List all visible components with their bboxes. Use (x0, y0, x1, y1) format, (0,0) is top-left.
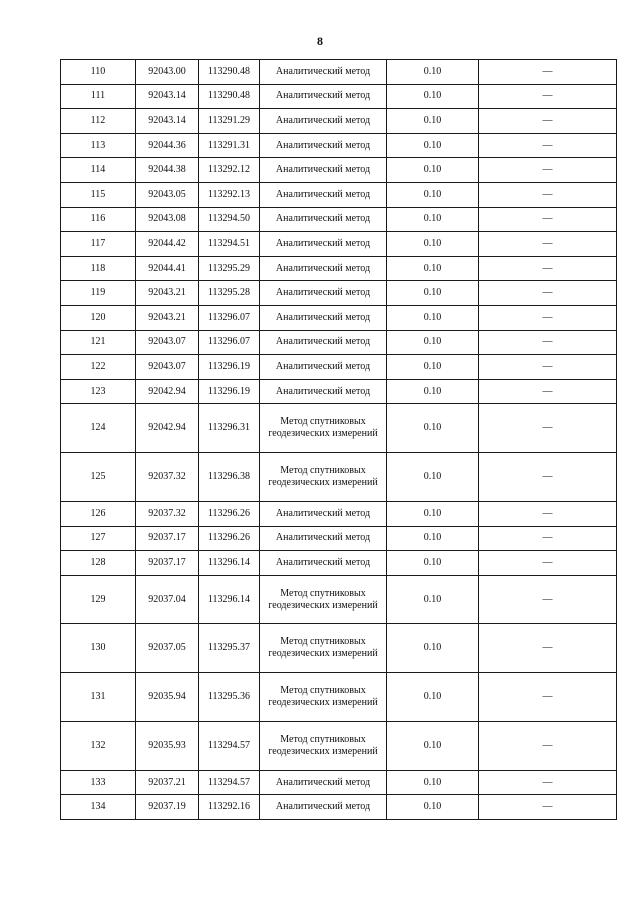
table-row (61, 60, 617, 85)
point-number-cell: 118 (61, 256, 136, 281)
description-cell: — (479, 673, 617, 722)
coordinate-y-cell: 113290.48 (199, 84, 260, 109)
method-cell: Аналитический метод (260, 501, 387, 526)
table-row (61, 575, 617, 624)
point-number-cell: 119 (61, 281, 136, 306)
method-cell: Метод спутниковых геодезических измерений (260, 722, 387, 771)
table-row (61, 526, 617, 551)
method-cell: Аналитический метод (260, 305, 387, 330)
method-cell: Аналитический метод (260, 379, 387, 404)
accuracy-cell: 0.10 (387, 526, 479, 551)
coordinate-x-cell: 92042.94 (136, 404, 199, 453)
description-cell: — (479, 379, 617, 404)
accuracy-cell: 0.10 (387, 404, 479, 453)
point-number-cell: 117 (61, 232, 136, 257)
coordinate-y-cell: 113291.31 (199, 133, 260, 158)
coordinate-x-cell: 92037.19 (136, 795, 199, 820)
description-cell: — (479, 84, 617, 109)
description-cell: — (479, 575, 617, 624)
table-row (61, 404, 617, 453)
method-cell: Аналитический метод (260, 256, 387, 281)
method-cell: Метод спутниковых геодезических измерений (260, 575, 387, 624)
method-cell: Метод спутниковых геодезических измерений (260, 673, 387, 722)
description-cell: — (479, 404, 617, 453)
method-cell: Аналитический метод (260, 158, 387, 183)
method-cell: Аналитический метод (260, 281, 387, 306)
point-number-cell: 127 (61, 526, 136, 551)
description-cell: — (479, 281, 617, 306)
table-row (61, 330, 617, 355)
accuracy-cell: 0.10 (387, 232, 479, 257)
accuracy-cell: 0.10 (387, 575, 479, 624)
coordinate-y-cell: 113292.12 (199, 158, 260, 183)
table-row (61, 501, 617, 526)
coordinate-y-cell: 113295.37 (199, 624, 260, 673)
description-cell: — (479, 624, 617, 673)
description-cell: — (479, 256, 617, 281)
description-cell: — (479, 305, 617, 330)
point-number-cell: 120 (61, 305, 136, 330)
coordinate-x-cell: 92044.42 (136, 232, 199, 257)
table-row (61, 182, 617, 207)
table-row (61, 281, 617, 306)
coordinate-y-cell: 113294.57 (199, 722, 260, 771)
accuracy-cell: 0.10 (387, 673, 479, 722)
point-number-cell: 122 (61, 355, 136, 380)
description-cell: — (479, 207, 617, 232)
point-number-cell: 113 (61, 133, 136, 158)
accuracy-cell: 0.10 (387, 109, 479, 134)
method-cell: Метод спутниковых геодезических измерений (260, 453, 387, 502)
coordinate-x-cell: 92043.00 (136, 60, 199, 85)
table-row (61, 158, 617, 183)
coordinate-y-cell: 113294.57 (199, 770, 260, 795)
method-cell: Аналитический метод (260, 795, 387, 820)
coordinate-y-cell: 113296.38 (199, 453, 260, 502)
method-cell: Аналитический метод (260, 84, 387, 109)
method-cell: Аналитический метод (260, 232, 387, 257)
page-number: 8 (317, 34, 323, 48)
accuracy-cell: 0.10 (387, 182, 479, 207)
description-cell: — (479, 133, 617, 158)
table-row (61, 673, 617, 722)
coordinate-x-cell: 92037.32 (136, 453, 199, 502)
description-cell: — (479, 182, 617, 207)
method-cell: Аналитический метод (260, 770, 387, 795)
point-number-cell: 116 (61, 207, 136, 232)
coordinate-x-cell: 92044.36 (136, 133, 199, 158)
table-row (61, 207, 617, 232)
description-cell: — (479, 109, 617, 134)
point-number-cell: 128 (61, 551, 136, 576)
description-cell: — (479, 355, 617, 380)
method-cell: Аналитический метод (260, 182, 387, 207)
coordinate-y-cell: 113296.07 (199, 330, 260, 355)
coordinate-x-cell: 92035.93 (136, 722, 199, 771)
coordinate-x-cell: 92037.17 (136, 551, 199, 576)
accuracy-cell: 0.10 (387, 133, 479, 158)
point-number-cell: 114 (61, 158, 136, 183)
coordinate-x-cell: 92037.17 (136, 526, 199, 551)
coordinate-y-cell: 113294.50 (199, 207, 260, 232)
coordinate-x-cell: 92043.07 (136, 355, 199, 380)
point-number-cell: 124 (61, 404, 136, 453)
table-row (61, 795, 617, 820)
coordinate-x-cell: 92043.14 (136, 84, 199, 109)
coordinate-x-cell: 92043.08 (136, 207, 199, 232)
description-cell: — (479, 770, 617, 795)
coordinate-y-cell: 113296.19 (199, 379, 260, 404)
table-row (61, 84, 617, 109)
table-row (61, 453, 617, 502)
coordinate-x-cell: 92042.94 (136, 379, 199, 404)
coordinate-x-cell: 92043.05 (136, 182, 199, 207)
coordinate-x-cell: 92037.04 (136, 575, 199, 624)
coordinate-x-cell: 92037.05 (136, 624, 199, 673)
coordinate-y-cell: 113292.13 (199, 182, 260, 207)
method-cell: Аналитический метод (260, 207, 387, 232)
table-row (61, 379, 617, 404)
table-row (61, 551, 617, 576)
point-number-cell: 129 (61, 575, 136, 624)
coordinate-x-cell: 92043.21 (136, 305, 199, 330)
method-cell: Метод спутниковых геодезических измерений (260, 624, 387, 673)
accuracy-cell: 0.10 (387, 281, 479, 306)
coordinate-y-cell: 113296.19 (199, 355, 260, 380)
point-number-cell: 112 (61, 109, 136, 134)
coordinate-y-cell: 113296.14 (199, 575, 260, 624)
accuracy-cell: 0.10 (387, 207, 479, 232)
table-row (61, 305, 617, 330)
description-cell: — (479, 158, 617, 183)
description-cell: — (479, 60, 617, 85)
description-cell: — (479, 795, 617, 820)
method-cell: Аналитический метод (260, 526, 387, 551)
method-cell: Аналитический метод (260, 60, 387, 85)
accuracy-cell: 0.10 (387, 453, 479, 502)
description-cell: — (479, 453, 617, 502)
coordinate-y-cell: 113296.07 (199, 305, 260, 330)
accuracy-cell: 0.10 (387, 60, 479, 85)
coordinate-y-cell: 113294.51 (199, 232, 260, 257)
accuracy-cell: 0.10 (387, 795, 479, 820)
coordinate-x-cell: 92035.94 (136, 673, 199, 722)
point-number-cell: 123 (61, 379, 136, 404)
coordinate-x-cell: 92044.41 (136, 256, 199, 281)
coordinate-x-cell: 92043.14 (136, 109, 199, 134)
coordinates-table-body (61, 60, 617, 820)
point-number-cell: 115 (61, 182, 136, 207)
coordinate-y-cell: 113296.31 (199, 404, 260, 453)
table-row (61, 232, 617, 257)
table-row (61, 133, 617, 158)
coordinate-y-cell: 113291.29 (199, 109, 260, 134)
accuracy-cell: 0.10 (387, 722, 479, 771)
accuracy-cell: 0.10 (387, 256, 479, 281)
coordinates-table (60, 59, 617, 820)
coordinate-x-cell: 92044.38 (136, 158, 199, 183)
coordinate-y-cell: 113295.36 (199, 673, 260, 722)
accuracy-cell: 0.10 (387, 551, 479, 576)
accuracy-cell: 0.10 (387, 624, 479, 673)
description-cell: — (479, 501, 617, 526)
accuracy-cell: 0.10 (387, 330, 479, 355)
point-number-cell: 111 (61, 84, 136, 109)
accuracy-cell: 0.10 (387, 84, 479, 109)
table-row (61, 624, 617, 673)
point-number-cell: 110 (61, 60, 136, 85)
accuracy-cell: 0.10 (387, 355, 479, 380)
accuracy-cell: 0.10 (387, 158, 479, 183)
accuracy-cell: 0.10 (387, 379, 479, 404)
point-number-cell: 121 (61, 330, 136, 355)
accuracy-cell: 0.10 (387, 501, 479, 526)
table-row (61, 109, 617, 134)
method-cell: Метод спутниковых геодезических измерений (260, 404, 387, 453)
coordinate-y-cell: 113292.16 (199, 795, 260, 820)
accuracy-cell: 0.10 (387, 770, 479, 795)
point-number-cell: 125 (61, 453, 136, 502)
coordinate-x-cell: 92037.21 (136, 770, 199, 795)
description-cell: — (479, 722, 617, 771)
method-cell: Аналитический метод (260, 330, 387, 355)
description-cell: — (479, 330, 617, 355)
point-number-cell: 134 (61, 795, 136, 820)
coordinate-y-cell: 113296.26 (199, 501, 260, 526)
point-number-cell: 133 (61, 770, 136, 795)
method-cell: Аналитический метод (260, 355, 387, 380)
point-number-cell: 126 (61, 501, 136, 526)
table-row (61, 256, 617, 281)
method-cell: Аналитический метод (260, 109, 387, 134)
coordinate-y-cell: 113290.48 (199, 60, 260, 85)
coordinate-x-cell: 92043.07 (136, 330, 199, 355)
coordinate-y-cell: 113296.14 (199, 551, 260, 576)
coordinate-y-cell: 113295.28 (199, 281, 260, 306)
description-cell: — (479, 526, 617, 551)
coordinate-x-cell: 92043.21 (136, 281, 199, 306)
point-number-cell: 130 (61, 624, 136, 673)
coordinate-x-cell: 92037.32 (136, 501, 199, 526)
coordinate-y-cell: 113296.26 (199, 526, 260, 551)
method-cell: Аналитический метод (260, 133, 387, 158)
table-row (61, 355, 617, 380)
table-row (61, 722, 617, 771)
method-cell: Аналитический метод (260, 551, 387, 576)
description-cell: — (479, 232, 617, 257)
accuracy-cell: 0.10 (387, 305, 479, 330)
point-number-cell: 131 (61, 673, 136, 722)
point-number-cell: 132 (61, 722, 136, 771)
description-cell: — (479, 551, 617, 576)
coordinate-y-cell: 113295.29 (199, 256, 260, 281)
table-row (61, 770, 617, 795)
